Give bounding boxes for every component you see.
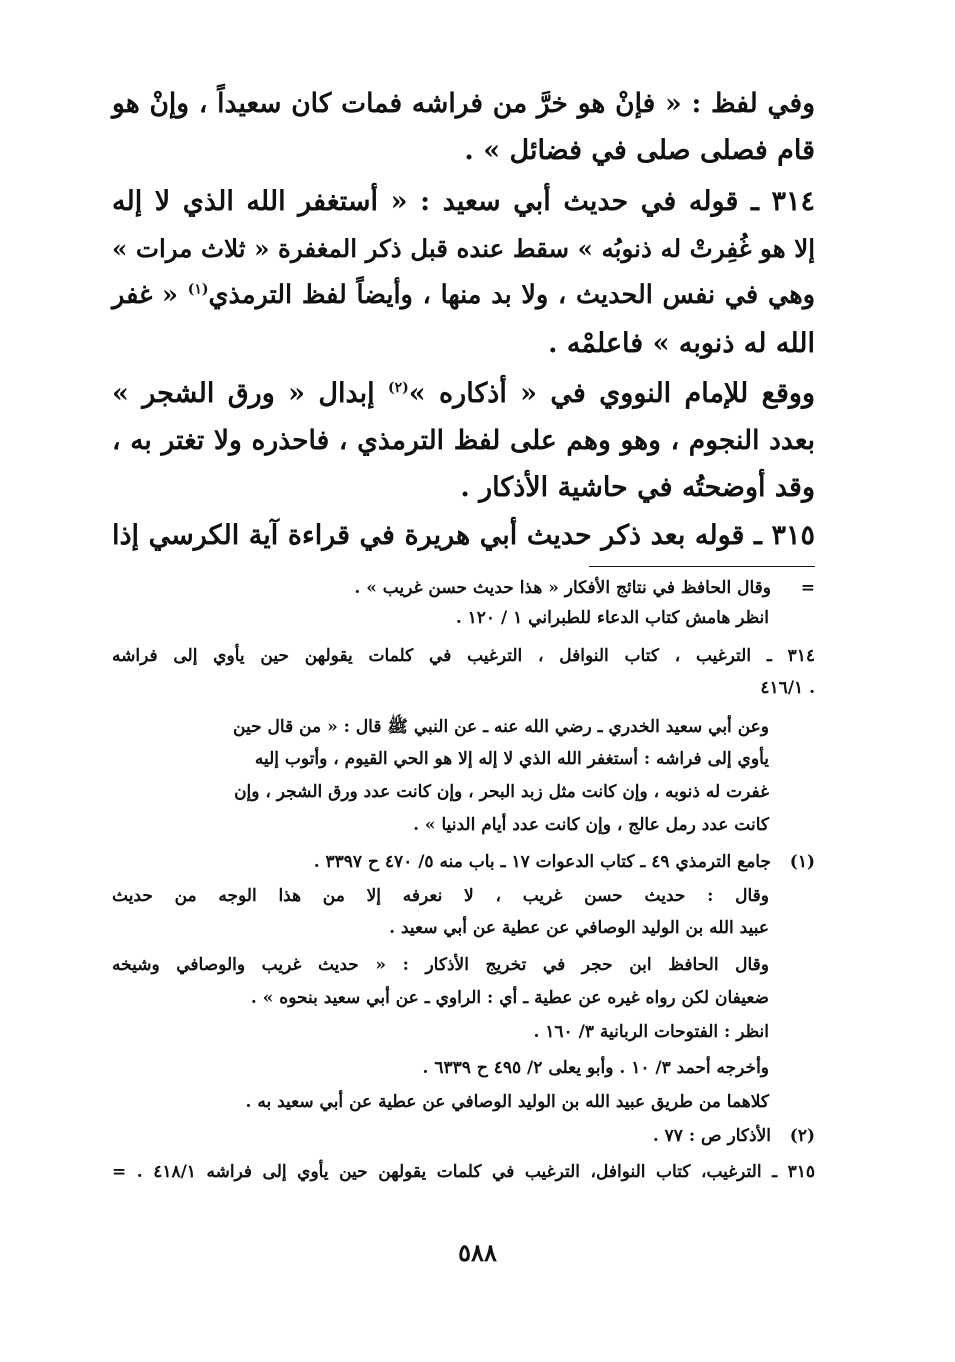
- main-text-fragment: ووقع للإمام النووي في « أذكاره »: [408, 378, 815, 409]
- footnote-continuation-line: [354, 578, 815, 598]
- main-text-line: الله له ذنوبه » فاعلمْه .: [548, 328, 815, 359]
- footnote-line: ٤١٦/١ .: [760, 678, 815, 698]
- footnote-text: الأذكار ص : ٧٧ .: [652, 1126, 771, 1146]
- footnote-line: يأوي إلى فراشه : أستغفر الله الذي لا إله إلا هو الحي القيوم ، وأتوب إليه: [254, 749, 769, 769]
- footnote-line: وقال الحافظ ابن حجر في تخريج الأذكار : « حديث غريب والوصافي وشيخه: [112, 955, 769, 975]
- main-text-line: إلا هو غُفِرتْ له ذنوبُه » سقط عنده قبل ذكر المغفرة « ثلاث مرات »: [112, 234, 815, 263]
- footnote-line: كانت عدد رمل عالج ، وإن كانت عدد أيام الدنيا » .: [413, 815, 769, 835]
- main-text-line: قام فصلى صلى في فضائل » .: [464, 135, 815, 166]
- footnote-line: وأخرجه أحمد ٣/ ١٠ . وأبو يعلى ٢/ ٤٩٥ ح ٦٣٣٩ .: [422, 1058, 769, 1078]
- footnote-1-marker: (١): [789, 852, 815, 872]
- footnote-line: غفرت له ذنوبه ، وإن كانت مثل زبد البحر ، وإن كانت عدد ورق الشجر ، وإن: [234, 782, 769, 802]
- main-text-fragment: وهي في نفس الحديث ، ولا بد منها ، وأيضاً لفظ الترمذي: [208, 280, 816, 310]
- footnote-separator: [589, 566, 815, 567]
- main-text-line: ٣١٤ ـ قوله في حديث أبي سعيد : « أستغفر الله الذي لا إله: [112, 186, 815, 217]
- main-text-line: [112, 378, 815, 409]
- page-number: ٥٨٨: [458, 1238, 497, 1267]
- footnote-line: انظر : الفتوحات الربانية ٣/ ١٦٠ .: [533, 1022, 769, 1042]
- footnote-line: ٣١٤ ـ الترغيب ، كتاب النوافل ، الترغيب في كلمات يقولهن حين يأوي إلى فراشه: [112, 646, 815, 666]
- footnote-line: ضعيفان لكن رواه غيره عن عطية ـ أي : الراوي ـ عن أبي سعيد بنحوه » .: [250, 988, 769, 1008]
- main-text-line: بعدد النجوم ، وهو وهم على لفظ الترمذي ، فاحذره ولا تغتر به ،: [112, 425, 815, 456]
- footnote-line: وعن أبي سعيد الخدري ـ رضي الله عنه ـ عن النبي ﷺ قال : « من قال حين: [233, 717, 769, 737]
- footnote-2-marker: (٢): [789, 1126, 815, 1146]
- main-text-line: [112, 280, 815, 310]
- footnote-text: وقال الحافظ في نتائج الأفكار « هذا حديث حسن غريب » .: [354, 578, 771, 598]
- main-text-line: وقد أوضحتُه في حاشية الأذكار .: [460, 472, 815, 503]
- footnote-line: ٣١٥ ـ الترغيب، كتاب النوافل، الترغيب في كلمات يقولهن حين يأوي إلى فراشه ٤١٨/١ . =: [112, 1162, 815, 1182]
- footnote-2: [653, 1126, 815, 1146]
- footnote-line: كلاهما من طريق عبيد الله بن الوليد الوصافي عن عطية عن أبي سعيد به .: [245, 1092, 769, 1112]
- footnote-text: جامع الترمذي ٤٩ ـ كتاب الدعوات ١٧ ـ باب منه ٥/ ٤٧٠ ح ٣٣٩٧ .: [313, 852, 771, 872]
- footnote-line: وقال : حديث حسن غريب ، لا نعرفه إلا من هذا الوجه من حديث: [112, 886, 769, 906]
- footnote-line: انظر هامش كتاب الدعاء للطبراني ١ / ١٢٠ .: [455, 608, 769, 628]
- footnote-ref-1: (١): [187, 281, 209, 298]
- footnote-ref-2: (٢): [388, 380, 409, 396]
- main-text-fragment: إبدال « ورق الشجر »: [112, 378, 389, 409]
- main-text-fragment: « غفر: [112, 280, 188, 310]
- footnote-1: [314, 852, 815, 872]
- main-text-line: وفي لفظ : « فإنْ هو خرَّ من فراشه فمات كان سعيداً ، وإنْ هو: [112, 88, 815, 119]
- main-text-line: ٣١٥ ـ قوله بعد ذكر حديث أبي هريرة في قراءة آية الكرسي إذا: [112, 520, 815, 551]
- continuation-marker: =: [800, 578, 815, 598]
- footnote-line: عبيد الله بن الوليد الوصافي عن عطية عن أبي سعيد .: [389, 918, 769, 938]
